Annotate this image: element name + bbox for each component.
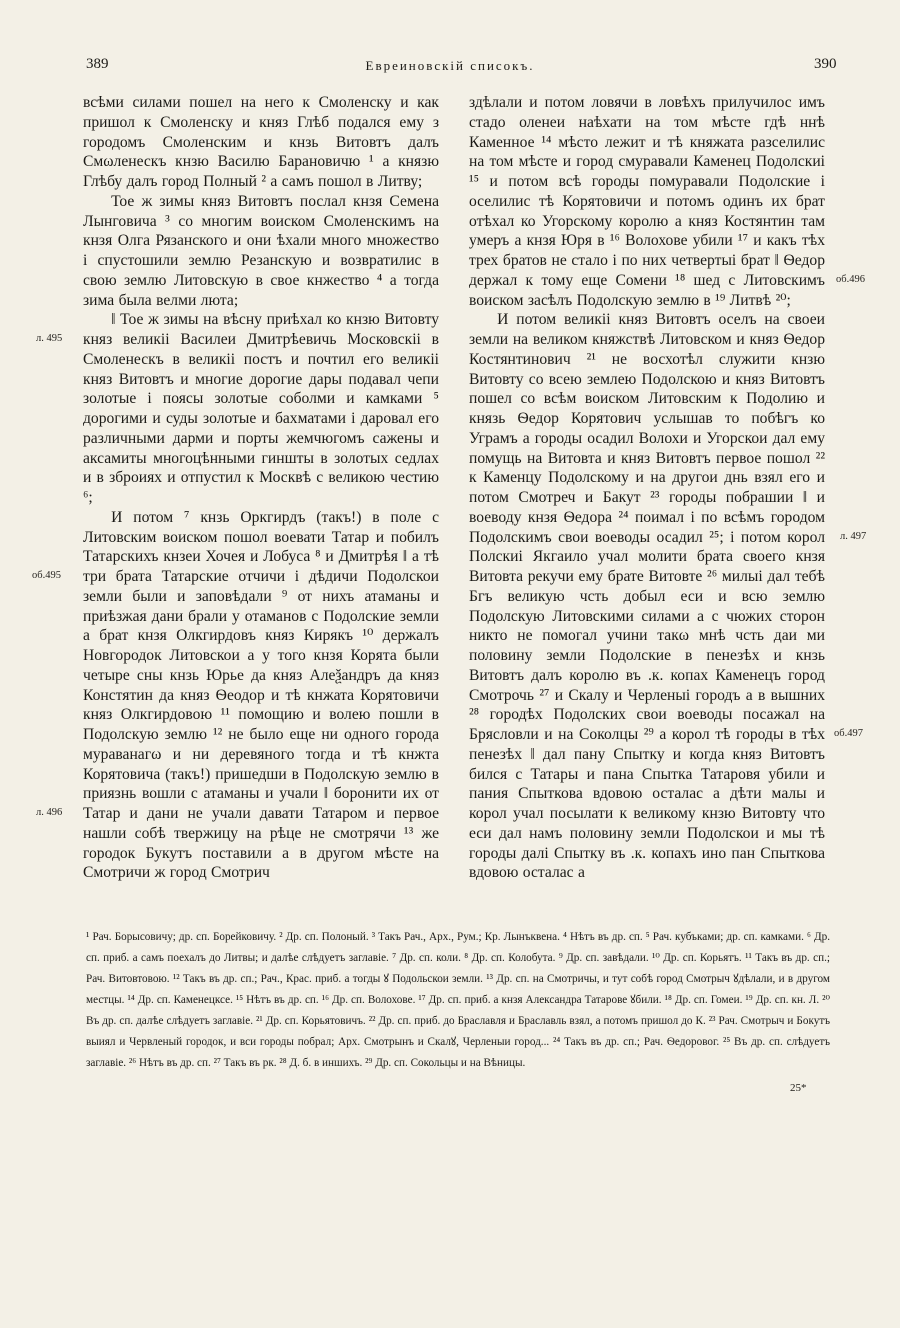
folio-note-ob496: об.496 (836, 274, 865, 285)
printer-signature: 25* (790, 1082, 807, 1094)
folio-note-l496: л. 496 (36, 807, 63, 818)
paragraph: здѣлали и потом ловячи в ловѣхъ прилучилос имъ стадо оленеи наѣхати на том мѣсте гдѣ ннѣ Каменное ¹⁴ мѣсто лежит и тѣ княжата разселилис на том мѣсте и город смуравали Каменец Подолскиі ¹⁵ и потом всѣ городы помуравали Подолские і оселилис тѣ Корятовичи и потомъ одинъ их брат отѣхал ко Угорскому королю а княз Костянтин там умеръ а кнзя Юря в ¹⁶ Волохове убили ¹⁷ и какъ тѣх трех братов не стало і по них четвертыі брат ‖ Ѳедор держал к тому еще Сомени ¹⁸ шед с Литовскимъ воиском засѣлъ Подолскую землю в ¹⁹ Литвѣ ²⁰; (469, 94, 825, 309)
page-number-right: 390 (814, 56, 837, 72)
paragraph: всѣми силами пошел на него к Смоленску и как пришол к Смоленску и княз Глѣб подался ему з городомъ Смоленским и кнзь Витовтъ далъ Смωленескъ кнзю Василю Барановичю ¹ а князю Глѣбу далъ город Полный ² а самъ пошол в Литву; (83, 94, 439, 190)
footnote-block: ¹ Рач. Борысовичу; др. сп. Борейковичу. ² Др. сп. Полоный. ³ Такъ Рач., Арх., Рум.; Кр. Лынъквена. ⁴ Нѣтъ въ др. сп. ⁵ Рач. кубъками; др. сп. камками. ⁶ Др. сп. приб. а самъ поехалъ до Литвы; и далѣе слѣдуетъ заглавіе. ⁷ Др. сп. коли. ⁸ Др. сп. Колобута. ⁹ Др. сп. завѣдали. ¹⁰ Др. сп. Корьятъ. ¹¹ Такъ въ др. сп.; Рач. Витовтовою. ¹² Такъ въ др. сп.; Рач., Крас. приб. а тогды ꙋ Подольскои земли. ¹³ Др. сп. на Смотричы, и тут собѣ город Смотрыч ꙋдѣлали, и в другом местцы. ¹⁴ Др. сп. Каменецксе. ¹⁵ Нѣтъ въ др. сп. ¹⁶ Др. сп. Волохове. ¹⁷ Др. сп. приб. а кнзя Александра Татарове ꙋбили. ¹⁸ Др. сп. Гомеи. ¹⁹ Др. сп. кн. Л. ²⁰ Въ др. сп. далѣе слѣдуетъ заглавіе. ²¹ Др. сп. Корьятовичъ. ²² Др. сп. приб. до Браславля и Браславль взял, а потомъ пришол до К. ²³ Рач. Смотрыч и Бокутъ выиял и Червленый городок, и вси городы побрал; Арх. Смотрынъ и Скалꙋ, Черленыи город... ²⁴ Такъ въ др. сп.; Рач. Ѳедоровог. ²⁵ Въ др. сп. слѣдуетъ заглавіе. ²⁶ Нѣтъ въ др. сп. ²⁷ Такъ въ рк. ²⁸ Д. б. в иншихъ. ²⁹ Др. сп. Сокольцы и на Вѣницы. (86, 931, 830, 1069)
folio-note-ob495: об.495 (32, 570, 61, 581)
running-title: Евреиновскій списокъ. (365, 58, 535, 73)
paragraph: ‖ Тое ж зимы на вѣсну приѣхал ко кнзю Витовту княз великіі Василеи Дмитрѣевичь Московскіі в Смоленескъ в великіі постъ и почтил его великіі княз Витовтъ и многие дорогие дары подавал чепи золотые і поясы золотые соболми и камками ⁵ дорогими и суды золотые и бахматами і даровал его различными дарми и порты жемчюгомъ сажены и аксамиты многоцѣнными гиншты в золотых седлах и в зброиях и отпустил к Москвѣ с великою честию ⁶; (83, 311, 439, 506)
folio-note-l495: л. 495 (36, 333, 63, 344)
paragraph: Тое ж зимы княз Витовтъ послал кнзя Семена Лынговича ³ со многим воиском Смоленскимъ на кнзя Олга Рязанского и они ѣхали много множество і спустошили землю Резанскую и возвратилис в свою землю Литовскую в свое кнжество ⁴ а тогда зима была велми люта; (83, 192, 439, 309)
right-column (469, 93, 825, 883)
footnotes (86, 927, 830, 1074)
left-column (83, 93, 439, 883)
page-header (0, 50, 900, 80)
folio-note-l497: л. 497 (840, 531, 867, 542)
page-number-left: 389 (86, 56, 109, 72)
folio-note-ob497: об.497 (834, 728, 863, 739)
paragraph: И потом ⁷ кнзь Оркгирдъ (такъ!) в поле с Литовским воиском пошол воевати Татар и побилъ Татарскихъ кнзеи Хочея и Лобуса ⁸ и Дмитрѣя ‖ а тѣ три брата Татарские отчичи і дѣдичи Подолскои земли были и заповѣдали ⁹ от нихъ атаманы и приѣзжая дани брали у отаманов с Подолские земли а брат кнзя Олкгирдовъ княз Кирякъ ¹⁰ держалъ Новгородок Литовскои а у того кнзя Корята были четыре сны кнзь Юрье да княз Алеѯандръ да княз Констятин да княз Ѳеодор и тѣ кнжата Корятовичи княз Олкгирдовою ¹¹ помощию и волею пошли в Подолскую землю ¹² не было еще ни одного города мураванагω и ни деревяного тогда и тѣ кнжта Корятовича (такъ!) пришедши в Подолскую землю в приязнь вошли с атаманы и учали ‖ боронити их от Татар и дани не учали давати Татаром и первое нашли собѣ твержицу на рѣце не смотрячи ¹³ же городок Букутъ поставили а в другом мѣсте на Смотричи ж город Смотрич (83, 508, 439, 882)
paragraph: И потом великіі княз Витовтъ оселъ на своеи земли на великом княжствѣ Литовском и княз Ѳедор Костянтинович ²¹ не восхотѣл служити кнзю Витовту со всею землею Подолскою и княз Витовтъ пошел со всѣм воиском Литовским к Подолию и князь Ѳедор Корятович услышав то побѣгъ ко Уграмъ а городы осадил Волохи и Угорскои дал ему помущь на Витовта и княз Витовтъ первое пошол ²² к Каменцу Подолскому и на другои днь взял его и потом Смотреч и Бакут ²³ городы побрашии ‖ и воеводу кнзя Ѳедора ²⁴ поимал і по всѣмъ городом Подолскимъ свои воеводы осадил ²⁵; і потом корол Полскиі Якгаило учал молити брата своего кнзя Витовта рекучи ему брате Витовте ²⁶ милыі дал тебѣ Бгъ великую чсть добыл еси и всю землю Подолскую Литовскими силами а с чюжих сторон никто не помогал учини такω мнѣ чсть даи ми половину земли Подолские в пенезѣх и кнзь Витовтъ далъ королю въ .к. копах Каменецъ город Смотрочь ²⁷ и Скалу и Черленыі городъ а в вышних ²⁸ городѣх Подолских свои воеводы посажал на Брясловли и на Соколцы ²⁹ а корол тѣ городы в тѣх пенезѣх ‖ дал пану Спытку и когда княз Витовтъ бился с Татары и пана Спыткa Татаровя убили и пания Спыткова вдовою осталас а дѣти малы и корол учал посылати к великому кнзю Витовту что еси дал намъ половину земли Подолскои и мы тѣ городы далі Спытку въ .к. копахъ ино пан Спыткова вдовою осталас а (469, 311, 825, 882)
